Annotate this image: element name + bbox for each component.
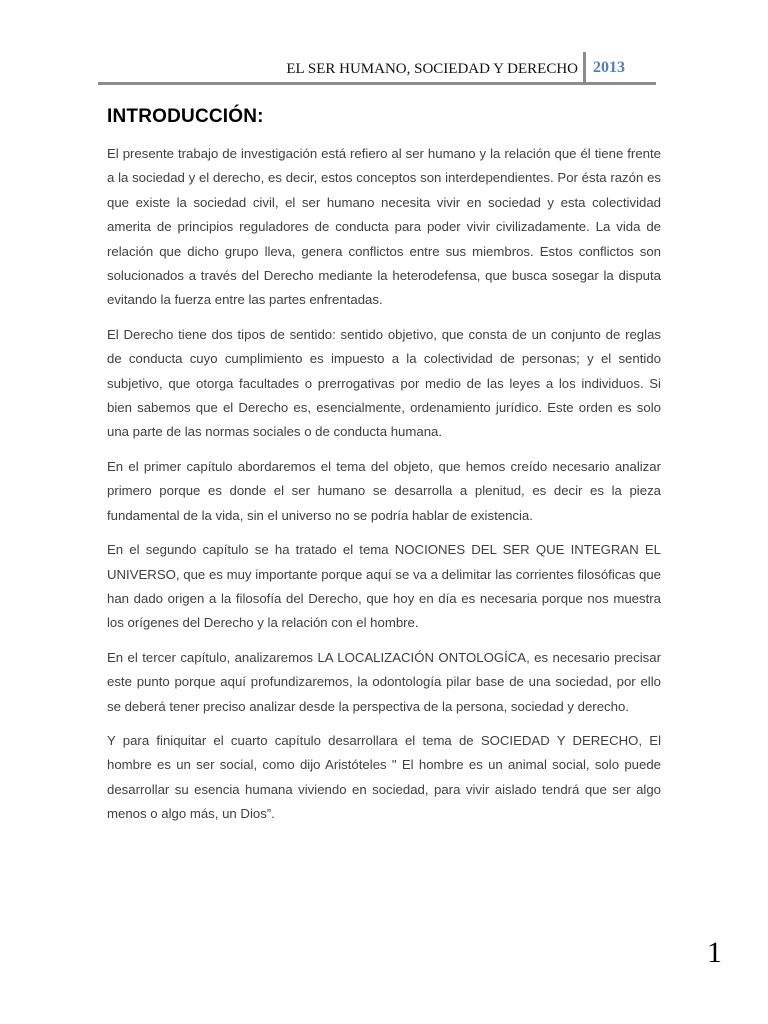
- paragraph: El Derecho tiene dos tipos de sentido: sentido objetivo, que consta de un conjunto de reglas de conducta cuyo cumplimiento es impuesto a la colectividad de personas; y el sentido subjetivo, que otorga facultades o prerrogativas por medio de las leyes a los individuos. Si bien sabemos que el Derecho es, esencialmente, ordenamiento jurídico. Este orden es solo una parte de las normas sociales o de conducta humana.: [107, 326, 661, 440]
- page-number: 1: [707, 936, 722, 969]
- paragraph: En el primer capítulo abordaremos el tema del objeto, que hemos creído necesario analizar primero porque es donde el ser humano se desarrolla a plenitud, es decir es la pieza fundamental de la vida, sin el universo no se podría hablar de existencia.: [107, 458, 661, 523]
- page-content: [107, 106, 661, 837]
- paragraph: En el tercer capítulo, analizaremos LA LOCALIZACIÓN ONTOLOGÍCA, es necesario precisar este punto porque aquí profundizaremos, la odontología pilar base de una sociedad, por ello se deberá tener preciso analizar desde la perspectiva de la persona, sociedad y derecho.: [107, 649, 661, 714]
- header-year: 2013: [593, 59, 625, 76]
- header-rule: [98, 82, 656, 85]
- paragraph: En el segundo capítulo se ha tratado el tema NOCIONES DEL SER QUE INTEGRAN EL UNIVERSO, que es muy importante porque aquí se va a delimitar las corrientes filosóficas que han dado origen a la filosofía del Derecho, que hoy en día es necesaria porque nos muestra los orígenes del Derecho y la relación con el hombre.: [107, 542, 661, 631]
- paragraph: El presente trabajo de investigación está refiero al ser humano y la relación que él tiene frente a la sociedad y el derecho, es decir, estos conceptos son interdependientes. Por ésta razón es que existe la sociedad civil, el ser humano necesita vivir en sociedad y esta colectividad amerita de principios reguladores de conducta para poder vivir civilizadamente. La vida de relación que dicho grupo lleva, genera conflictos entre sus miembros. Estos conflictos son solucionados a través del Derecho mediante la heterodefensa, que busca sosegar la disputa evitando la fuerza entre las partes enfrentadas.: [107, 146, 661, 308]
- section-title: INTRODUCCIÓN:: [107, 106, 264, 127]
- page-header: [98, 52, 656, 86]
- header-divider: [583, 52, 586, 85]
- header-title: EL SER HUMANO, SOCIEDAD Y DERECHO: [286, 61, 578, 77]
- paragraph: Y para finiquitar el cuarto capítulo desarrollara el tema de SOCIEDAD Y DERECHO, El hombre es un ser social, como dijo Aristóteles " El hombre es un animal social, solo puede desarrollar su esencia humana viviendo en sociedad, para vivir aislado tendrá que ser algo menos o algo más, un Dios”.: [107, 732, 661, 822]
